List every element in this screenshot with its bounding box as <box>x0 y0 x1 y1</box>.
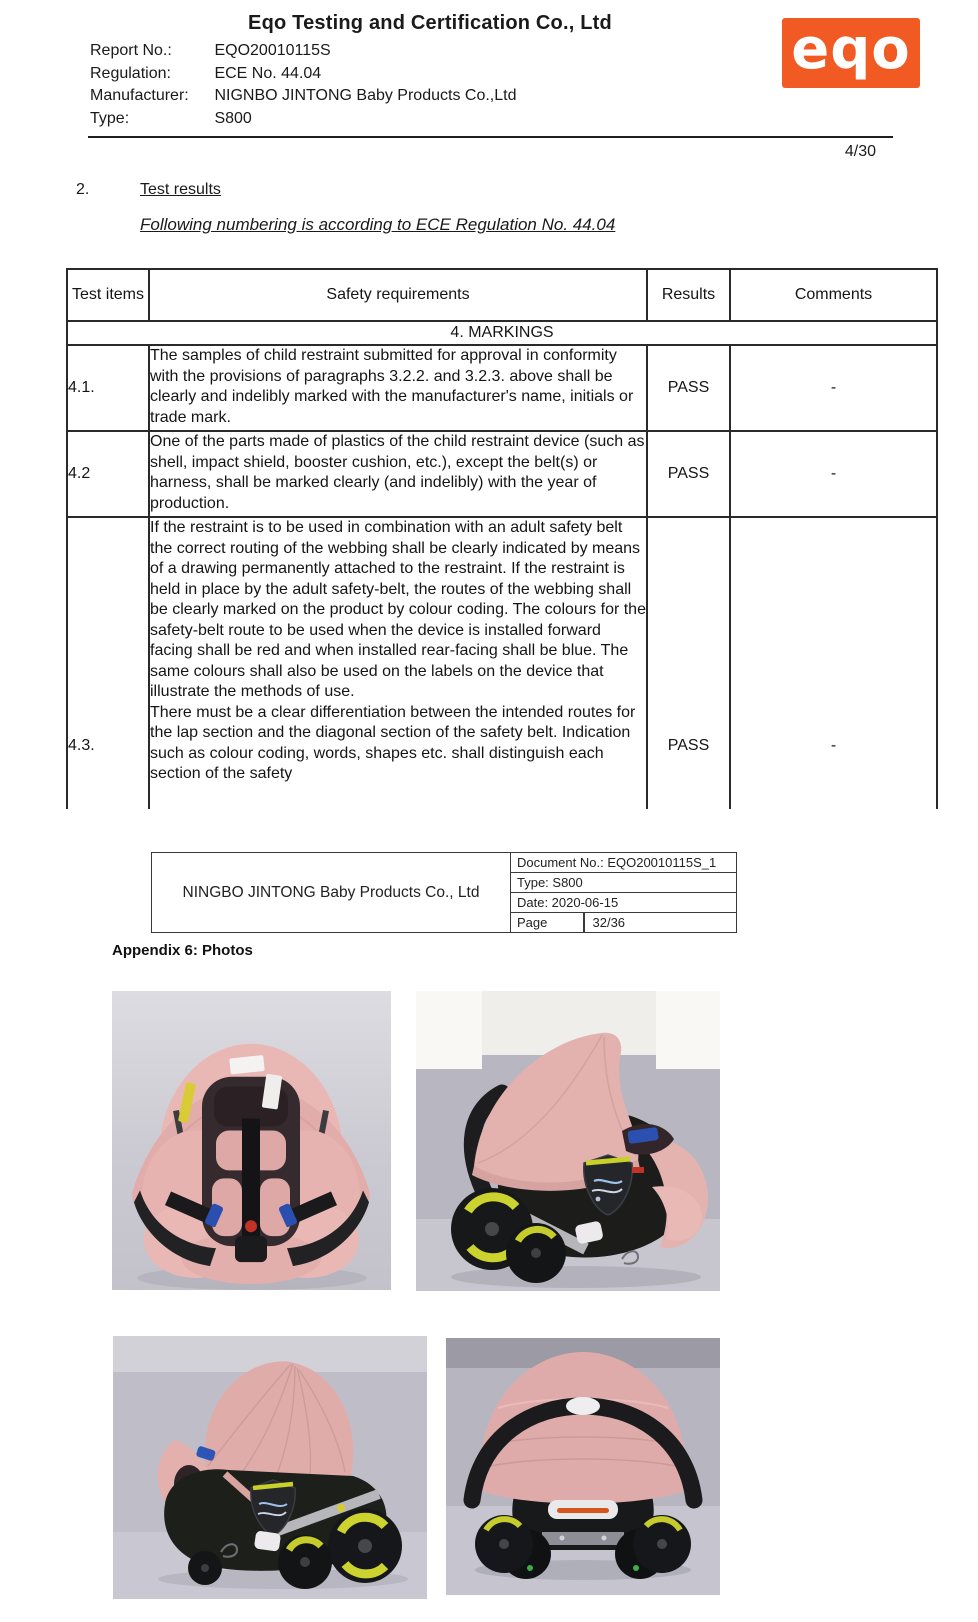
comment-cell: - <box>730 431 937 517</box>
eqo-logo <box>782 18 920 88</box>
test-results-table <box>66 268 938 809</box>
info-label: Regulation: <box>90 64 171 82</box>
photo-stroller-side-right <box>113 1336 427 1599</box>
section-number: 2. <box>76 181 90 198</box>
eqo-logo-text: eqo <box>791 17 911 82</box>
photo-car-seat-top-front-view-image <box>112 991 391 1290</box>
group-header-row <box>67 321 937 345</box>
requirement-cell: One of the parts made of plastics of the child restraint device (such as shell, impact shield, booster cushion, etc.), except the belt(s) or harness, shall be marked clearly (and indelibly) with the year of production. <box>149 431 647 517</box>
info-row-regulation <box>90 63 516 86</box>
test-item-cell: 4.1. <box>67 345 149 431</box>
photo-car-seat-top-front-view <box>112 991 391 1290</box>
info-value: S800 <box>214 109 252 127</box>
column-header-comments: Comments <box>730 269 937 321</box>
photo-stroller-side-right-image <box>113 1336 427 1599</box>
info-value: NIGNBO JINTONG Baby Products Co.,Ltd <box>214 87 517 104</box>
report-title: Eqo Testing and Certification Co., Ltd <box>248 12 612 34</box>
document-info-table <box>151 852 737 933</box>
result-cell: PASS <box>647 345 730 431</box>
comment-cell: - <box>730 345 937 431</box>
appendix-title: Appendix 6: Photos <box>112 942 253 959</box>
report-info-block <box>90 40 516 130</box>
info-value: ECE No. 44.04 <box>214 64 322 82</box>
section-title: Test results <box>140 181 221 198</box>
info-label: Type: <box>90 109 130 127</box>
requirement-paragraph-1: If the restraint is to be used in combination with an adult safety belt the correct routing of the webbing shall be clearly indicated by means of a drawing permanently attached to the restraint. If the restraint is held in place by the adult safety-belt, the routes of the webbing shall be clearly marked on the product by colour coding. The colours for the safety-belt route to be used when the device is installed forward facing shall be red and when installed rear-facing shall be blue. The same colours shall also be used on the labels on the device that illustrate the methods of use. <box>150 519 646 700</box>
result-cell: PASS <box>647 517 730 809</box>
table-row <box>67 431 937 517</box>
test-item-cell: 4.2 <box>67 431 149 517</box>
photo-stroller-side-left <box>416 991 720 1291</box>
header-divider <box>88 136 893 138</box>
column-header-test-items: Test items <box>67 269 149 321</box>
group-header-markings: 4. MARKINGS <box>67 321 937 345</box>
date-cell: Date: 2020-06-15 <box>511 893 737 913</box>
photo-stroller-front-view <box>446 1338 720 1595</box>
manufacturer-cell: NINGBO JINTONG Baby Products Co., Ltd <box>152 853 511 933</box>
requirement-cell <box>149 517 647 809</box>
photo-stroller-side-left-image <box>416 991 720 1291</box>
info-label: Manufacturer: <box>90 87 189 104</box>
page-cell <box>511 913 737 933</box>
requirement-cell: The samples of child restraint submitted for approval in conformity with the provisions of paragraphs 3.2.2. and 3.2.3. above shall be clearly and indelibly marked with the manufacturer's name, initials or trade mark. <box>149 345 647 431</box>
column-header-safety-requirements: Safety requirements <box>149 269 647 321</box>
column-header-results: Results <box>647 269 730 321</box>
result-cell: PASS <box>647 431 730 517</box>
info-value: EQO20010115S <box>214 42 331 59</box>
document-no-cell: Document No.: EQO20010115S_1 <box>511 853 737 873</box>
requirement-paragraph-2: There must be a clear differentiation between the intended routes for the lap section and the diagonal section of the safety belt. Indication such as colour coding, words, shapes etc. shall distinguish each section of the safety <box>150 703 636 782</box>
test-item-cell: 4.3. <box>67 517 149 809</box>
table-row <box>67 517 937 809</box>
info-label: Report No.: <box>90 42 172 59</box>
type-cell: Type: S800 <box>511 873 737 893</box>
page-label-cell: Page <box>517 915 548 930</box>
info-row-type <box>90 108 516 131</box>
table-header-row <box>67 269 937 321</box>
info-row-report-no <box>90 40 516 63</box>
table-row <box>67 345 937 431</box>
page-number: 4/30 <box>844 143 876 160</box>
comment-cell: - <box>730 517 937 809</box>
page-value-cell: 32/36 <box>592 915 626 930</box>
info-row-manufacturer <box>90 85 516 108</box>
section-note: Following numbering is according to ECE Regulation No. 44.04 <box>140 215 616 234</box>
photo-stroller-front-view-image <box>446 1338 720 1595</box>
